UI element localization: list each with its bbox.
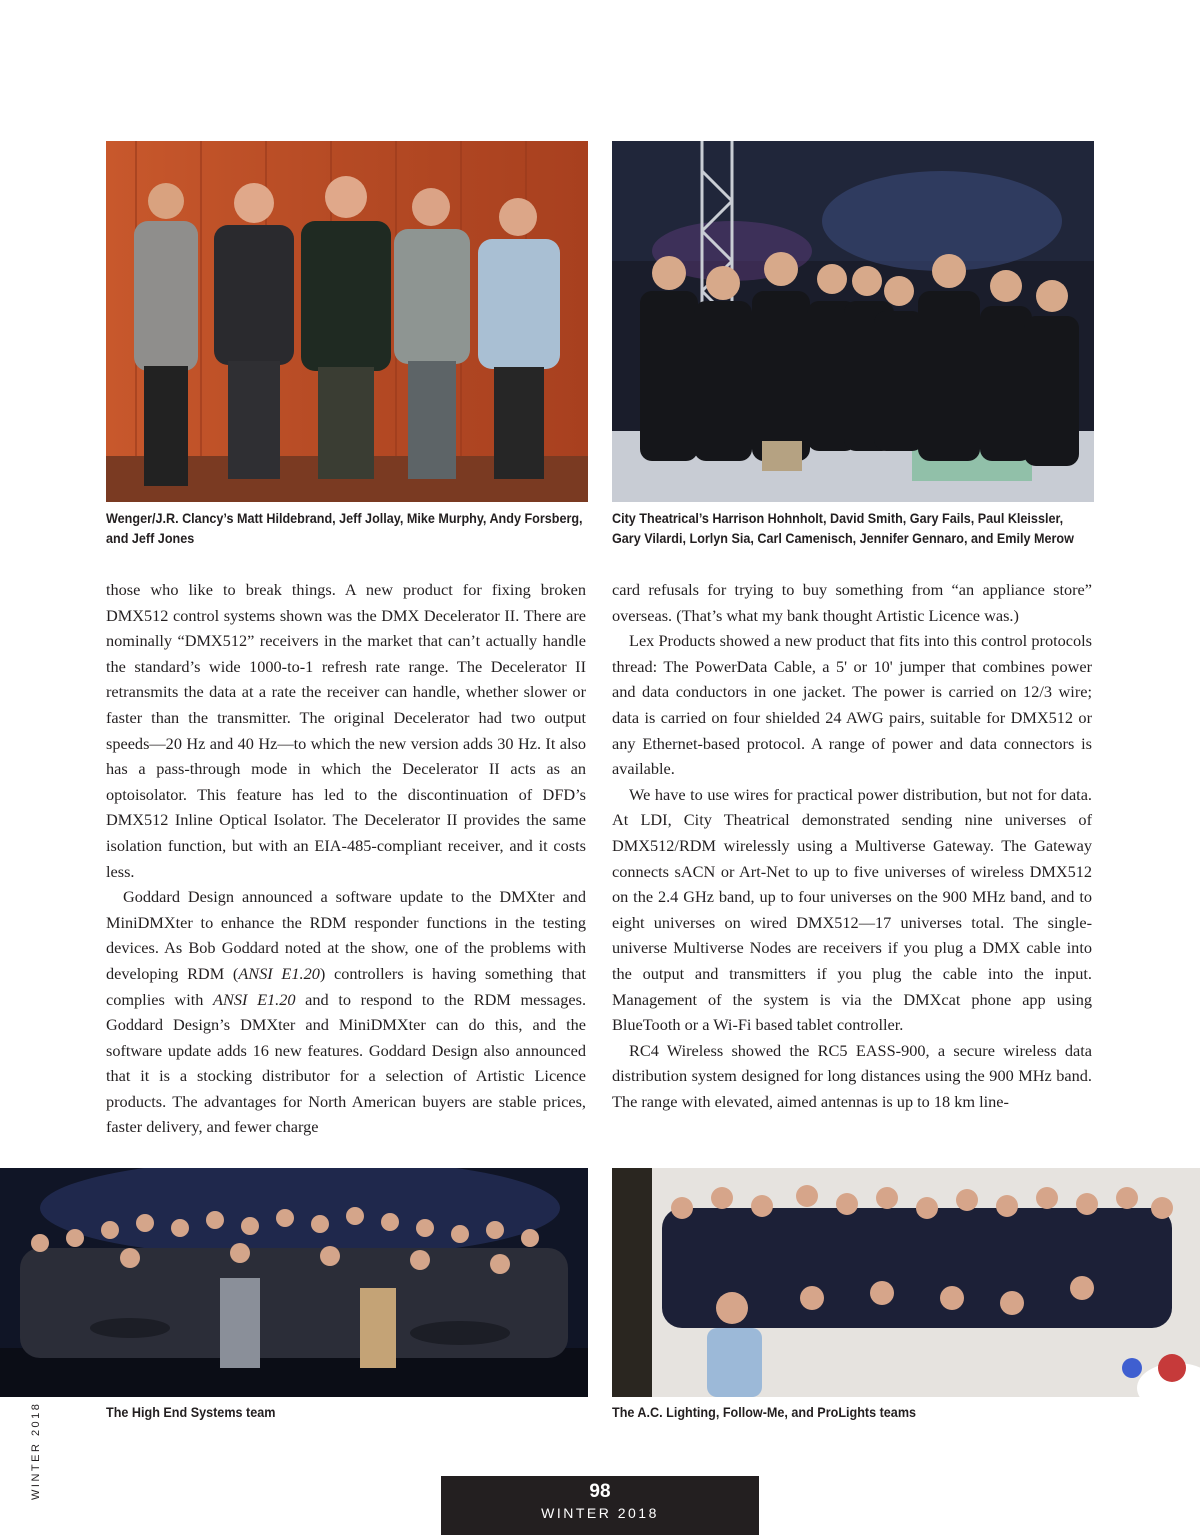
issue-label: WINTER 2018 [541, 1505, 659, 1521]
body-column-right [612, 577, 1092, 1114]
photo-caption: The A.C. Lighting, Follow-Me, and ProLights teams [612, 1404, 917, 1420]
photo-city-theatrical [612, 141, 1094, 502]
page-number: 98 [589, 1481, 611, 1502]
issue-side-label: WINTER 2018 [30, 1401, 42, 1500]
body-paragraph: Goddard Design announced a software update to the DMXter and MiniDMXter to enhance the RDM responder functions in the testing devices. As Bob Goddard noted at the show, one of the problems with developing RDM (ANSI E1.20) controllers is having something that complies with ANSI E1.20 and to respond to the RDM messages. Goddard Design’s DMXter and MiniDMXter can do this, and the software update adds 16 new features. Goddard Design also announced that it is a stocking distributor for a selection of Artistic Licence products. The advantages for North American buyers are stable prices, faster delivery, and fewer charge [106, 887, 587, 1137]
page-footer [441, 1476, 759, 1535]
body-paragraph: card refusals for trying to buy something from “an appliance store” overseas. (That’s what my bank thought Artistic Licence was.) [612, 580, 1092, 625]
body-paragraph: RC4 Wireless showed the RC5 EASS-900, a secure wireless data distribution system designed for long distances using the 900 MHz band. The range with elevated, aimed antennas is up to 18 km line- [612, 1040, 1092, 1111]
photo-caption: City Theatrical’s Harrison Hohnholt, David Smith, Gary Fails, Paul Kleissler, Gary Vilardi, Lorlyn Sia, Carl Camenisch, Jennifer Gennaro, and Emily Merow [612, 510, 1074, 546]
photo-ac-lighting-followme-prolights [612, 1168, 1200, 1397]
photo-caption: Wenger/J.R. Clancy’s Matt Hildebrand, Jeff Jollay, Mike Murphy, Andy Forsberg, and Jeff Jones [106, 510, 583, 546]
photo-caption: The High End Systems team [106, 1404, 276, 1420]
body-paragraph: We have to use wires for practical power distribution, but not for data. At LDI, City Theatrical demonstrated sending nine universes of DMX512/RDM wirelessly using a Multiverse Gateway. The Gateway connects sACN or Art-Net to up to five universes of wireless DMX512 on the 2.4 GHz band, up to four universes on the 900 MHz band, and to eight universes on wired DMX512—17 universes total. The single-universe Multiverse Nodes are receivers if you plug a DMX cable into the output and transmitters if you plug the cable into the input. Management of the system is via the DMXcat phone app using BlueTooth or a Wi-Fi based tablet controller. [612, 784, 1092, 1035]
body-paragraph: those who like to break things. A new product for fixing broken DMX512 control systems shown was the DMX Decelerator II. There are nominally “DMX512” receivers in the market that can’t actually handle the standard’s wide 1000-to-1 refresh rate range. The Decelerator II retransmits the data at a rate the receiver can handle, whether slower or faster than the transmitter. The original Decelerator had two output speeds—20 Hz and 40 Hz—to which the new version adds 30 Hz. It also has a pass-through mode in which the Decelerator II acts as an optoisolator. This feature has led to the discontinuation of DFD’s DMX512 Inline Optical Isolator. The Decelerator II provides the same isolation function, but with an EIA-485-compliant receiver, and it costs less. [106, 580, 586, 881]
body-paragraph: Lex Products showed a new product that fits into this control protocols thread: The PowerData Cable, a 5' or 10' jumper that combines power and data conductors in one jacket. The power is carried on 12/3 wire; data is carried on four shielded 24 AWG pairs, suitable for DMX512 or any Ethernet-based protocol. A range of power and data connectors is available. [612, 631, 1092, 779]
body-column-left [106, 577, 586, 1140]
photo-high-end-systems [0, 1168, 588, 1397]
photo-wenger-jr-clancy [106, 141, 588, 502]
